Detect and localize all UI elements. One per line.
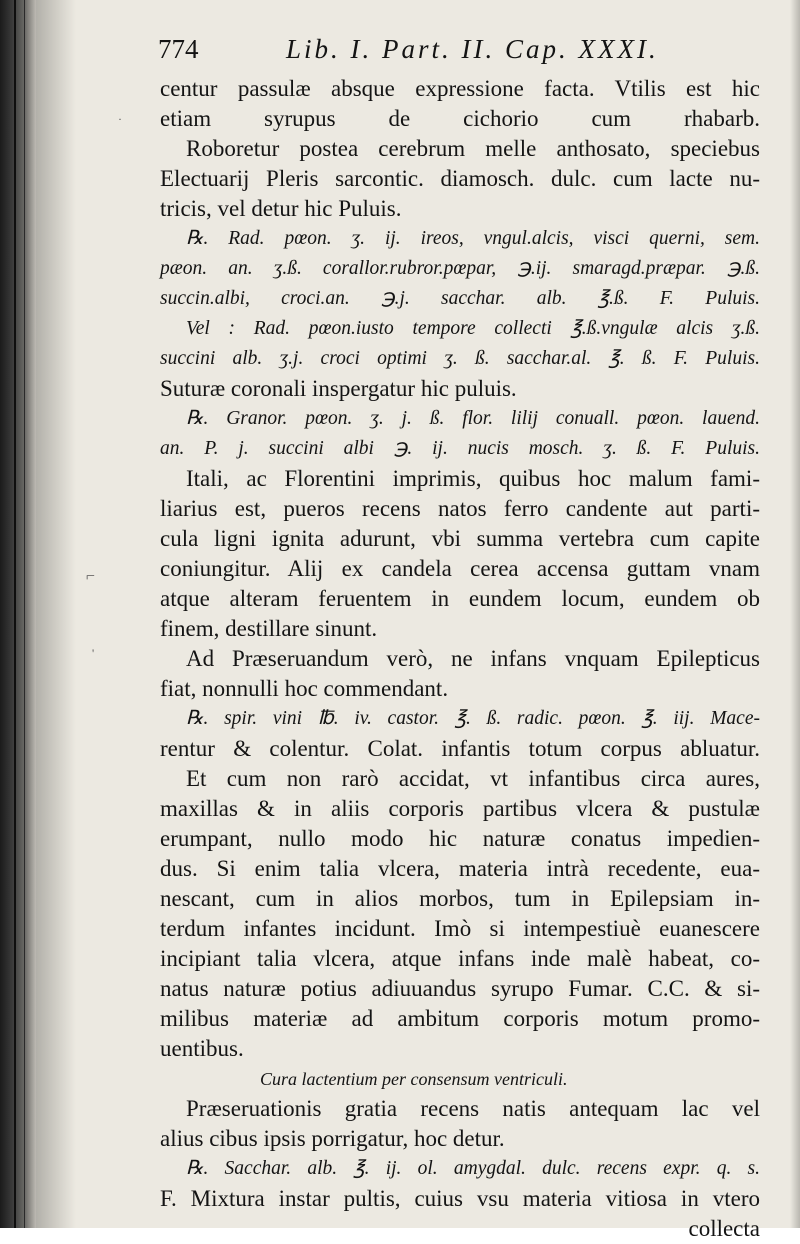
text-line: coniungitur. Alij ex candela cerea accensa guttam vnam bbox=[160, 556, 760, 581]
text-line: liarius est, pueros recens natos ferro candente aut parti- bbox=[160, 496, 760, 521]
gutter-shadow bbox=[36, 0, 76, 1228]
text-line: F. Mixtura instar pultis, cuius vsu materia vitiosa in vtero bbox=[160, 1186, 760, 1211]
recipe-line: ℞. Rad. pœon. ʒ. ij. ireos, vngul.alcis, visci querni, sem. bbox=[186, 228, 760, 249]
margin-mark: ⌐ bbox=[86, 568, 96, 585]
recipe-line: ℞. Sacchar. alb. ℥. ij. ol. amygdal. dulc. recens expr. q. s. bbox=[186, 1158, 760, 1179]
spine-line bbox=[14, 0, 16, 1228]
margin-mark: ' bbox=[92, 646, 95, 660]
text-line: finem, destillare sinunt. bbox=[160, 616, 378, 641]
recipe-line: pæon. an. ʒ.ß. corallor.rubror.pœpar, ℈.ij. smaragd.præpar. ℈.ß. bbox=[160, 258, 760, 279]
text-line: fiat, nonnulli hoc commendant. bbox=[160, 676, 449, 701]
recipe-line: succini alb. ʒ.j. croci optimi ʒ. ß. sacchar.al. ℥. ß. F. Puluis. bbox=[160, 348, 760, 369]
book-spine bbox=[0, 0, 36, 1228]
page-edge-shadow bbox=[790, 0, 800, 1228]
text-line: centur passulæ absque expressione facta. Vtilis est hic bbox=[160, 76, 760, 101]
running-head: Lib. I. Part. II. Cap. XXXI. bbox=[286, 34, 659, 64]
text-line: rentur & colentur. Colat. infantis totum corpus abluatur. bbox=[160, 736, 760, 761]
spine-line bbox=[24, 0, 25, 1228]
text-line: dus. Si enim talia vlcera, materia intrà recedente, eua- bbox=[160, 856, 760, 881]
text-line: alius cibus ipsis porrigatur, hoc detur. bbox=[160, 1126, 505, 1151]
text-line: etiam syrupus de cichorio cum rhabarb. bbox=[160, 106, 760, 131]
text-line: erumpant, nullo modo hic naturæ conatus impedien- bbox=[160, 826, 760, 851]
recipe-line: ℞. spir. vini ℔. iv. castor. ℥. ß. radic. pœon. ℥. iij. Mace- bbox=[186, 708, 760, 729]
recipe-line: Vel : Rad. pœon.iusto tempore collecti ℥.ß.vngulæ alcis ʒ.ß. bbox=[186, 318, 760, 339]
printed-text-block bbox=[160, 34, 760, 1244]
margin-mark: · bbox=[118, 112, 122, 126]
text-line: uentibus. bbox=[160, 1036, 244, 1061]
section-heading: Cura lactentium per consensum ventriculi. bbox=[260, 1069, 568, 1089]
text-line: Electuarij Pleris sarcontic. diamosch. dulc. cum lacte nu- bbox=[160, 166, 760, 191]
text-line: nescant, cum in alios morbos, tum in Epilepsiam in- bbox=[160, 886, 760, 911]
text-line: Præseruationis gratia recens natis antequam lac vel bbox=[186, 1096, 760, 1121]
recipe-line: succin.albi, croci.an. ℈.j. sacchar. alb. ℥.ß. F. Puluis. bbox=[160, 288, 760, 309]
text-line: maxillas & in aliis corporis partibus vlcera & pustulæ bbox=[160, 796, 760, 821]
text-line: cula ligni ignita adurunt, vbi summa vertebra cum capite bbox=[160, 526, 760, 551]
text-line: Ad Præseruandum verò, ne infans vnquam Epilepticus bbox=[186, 646, 760, 671]
text-line: Suturæ coronali inspergatur hic puluis. bbox=[160, 376, 517, 401]
text-line: Itali, ac Florentini imprimis, quibus hoc malum fami- bbox=[186, 466, 760, 491]
recipe-line: an. P. j. succini albi ℈. ij. nucis mosch. ʒ. ß. F. Puluis. bbox=[160, 438, 760, 459]
text-line: atque alteram feruentem in eundem locum, eundem ob bbox=[160, 586, 760, 611]
text-line: tricis, vel detur hic Puluis. bbox=[160, 196, 402, 221]
page-header bbox=[160, 34, 760, 74]
catchword-line bbox=[160, 1214, 760, 1244]
recipe-line: ℞. Granor. pœon. ʒ. j. ß. flor. lilij conuall. pœon. lauend. bbox=[186, 408, 760, 429]
text-line: incipiant talia vlcera, atque infans inde malè habeat, co- bbox=[160, 946, 760, 971]
text-line: Roboretur postea cerebrum melle anthosato, speciebus bbox=[186, 136, 760, 161]
page-number: 774 bbox=[158, 34, 199, 64]
catchword: collecta bbox=[688, 1216, 760, 1241]
text-line: natus naturæ potius adiuuandus syrupo Fumar. C.C. & si- bbox=[160, 976, 760, 1001]
text-line: Et cum non rarò accidat, vt infantibus circa aures, bbox=[186, 766, 760, 791]
text-line: terdum infantes incidunt. Imò si intempestiuè euanescere bbox=[160, 916, 760, 941]
text-line: milibus materiæ ad ambitum corporis motum promo- bbox=[160, 1006, 760, 1031]
